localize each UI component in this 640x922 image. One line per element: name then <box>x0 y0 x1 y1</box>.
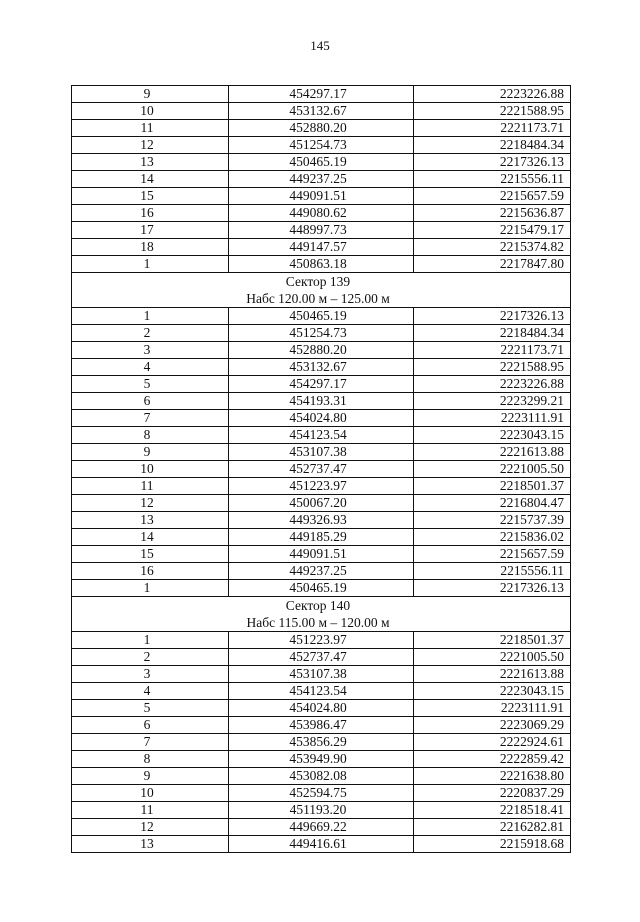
x-coordinate-cell: 454024.80 <box>229 410 414 427</box>
point-number-cell: 12 <box>72 137 229 154</box>
x-coordinate-cell: 450465.19 <box>229 308 414 325</box>
x-coordinate-cell: 449091.51 <box>229 546 414 563</box>
sector-title: Сектор 140 <box>285 598 351 613</box>
point-number-cell: 7 <box>72 734 229 751</box>
x-coordinate-cell: 453132.67 <box>229 359 414 376</box>
y-coordinate-cell: 2221588.95 <box>414 103 571 120</box>
table-row <box>72 632 571 649</box>
x-coordinate-cell: 453856.29 <box>229 734 414 751</box>
x-coordinate-cell: 454193.31 <box>229 393 414 410</box>
table-row <box>72 512 571 529</box>
y-coordinate-cell: 2218484.34 <box>414 325 571 342</box>
y-coordinate-cell: 2223111.91 <box>414 700 571 717</box>
x-coordinate-cell: 451254.73 <box>229 137 414 154</box>
x-coordinate-cell: 453949.90 <box>229 751 414 768</box>
y-coordinate-cell: 2215479.17 <box>414 222 571 239</box>
point-number-cell: 5 <box>72 700 229 717</box>
y-coordinate-cell: 2221173.71 <box>414 120 571 137</box>
y-coordinate-cell: 2223299.21 <box>414 393 571 410</box>
y-coordinate-cell: 2218501.37 <box>414 632 571 649</box>
table-row <box>72 700 571 717</box>
table-row <box>72 478 571 495</box>
table-row <box>72 563 571 580</box>
y-coordinate-cell: 2216804.47 <box>414 495 571 512</box>
coordinates-table-body <box>72 86 571 853</box>
table-row <box>72 308 571 325</box>
x-coordinate-cell: 452737.47 <box>229 461 414 478</box>
y-coordinate-cell: 2215836.02 <box>414 529 571 546</box>
y-coordinate-cell: 2215657.59 <box>414 546 571 563</box>
point-number-cell: 10 <box>72 785 229 802</box>
table-row <box>72 342 571 359</box>
table-row <box>72 359 571 376</box>
y-coordinate-cell: 2218484.34 <box>414 137 571 154</box>
point-number-cell: 10 <box>72 461 229 478</box>
point-number-cell: 3 <box>72 666 229 683</box>
x-coordinate-cell: 453082.08 <box>229 768 414 785</box>
sector-title: Сектор 139 <box>285 274 351 289</box>
y-coordinate-cell: 2220837.29 <box>414 785 571 802</box>
y-coordinate-cell: 2223226.88 <box>414 86 571 103</box>
y-coordinate-cell: 2222924.61 <box>414 734 571 751</box>
x-coordinate-cell: 449185.29 <box>229 529 414 546</box>
y-coordinate-cell: 2215918.68 <box>414 836 571 853</box>
x-coordinate-cell: 449147.57 <box>229 239 414 256</box>
point-number-cell: 4 <box>72 683 229 700</box>
sector-header-row <box>72 273 571 308</box>
point-number-cell: 9 <box>72 444 229 461</box>
table-row <box>72 410 571 427</box>
x-coordinate-cell: 454297.17 <box>229 376 414 393</box>
y-coordinate-cell: 2215556.11 <box>414 171 571 188</box>
y-coordinate-cell: 2223069.29 <box>414 717 571 734</box>
point-number-cell: 7 <box>72 410 229 427</box>
table-row <box>72 86 571 103</box>
table-row <box>72 495 571 512</box>
coordinates-table <box>71 85 571 853</box>
table-row <box>72 529 571 546</box>
table-row <box>72 325 571 342</box>
table-row <box>72 802 571 819</box>
point-number-cell: 11 <box>72 478 229 495</box>
y-coordinate-cell: 2221173.71 <box>414 342 571 359</box>
y-coordinate-cell: 2221005.50 <box>414 461 571 478</box>
table-row <box>72 461 571 478</box>
x-coordinate-cell: 452594.75 <box>229 785 414 802</box>
x-coordinate-cell: 451223.97 <box>229 478 414 495</box>
table-row <box>72 239 571 256</box>
point-number-cell: 13 <box>72 836 229 853</box>
point-number-cell: 10 <box>72 103 229 120</box>
table-row <box>72 546 571 563</box>
y-coordinate-cell: 2218518.41 <box>414 802 571 819</box>
point-number-cell: 16 <box>72 563 229 580</box>
point-number-cell: 18 <box>72 239 229 256</box>
x-coordinate-cell: 449237.25 <box>229 171 414 188</box>
x-coordinate-cell: 453986.47 <box>229 717 414 734</box>
x-coordinate-cell: 452880.20 <box>229 120 414 137</box>
x-coordinate-cell: 450465.19 <box>229 154 414 171</box>
point-number-cell: 6 <box>72 393 229 410</box>
x-coordinate-cell: 449416.61 <box>229 836 414 853</box>
point-number-cell: 14 <box>72 529 229 546</box>
point-number-cell: 6 <box>72 717 229 734</box>
y-coordinate-cell: 2223111.91 <box>414 410 571 427</box>
point-number-cell: 13 <box>72 512 229 529</box>
x-coordinate-cell: 453132.67 <box>229 103 414 120</box>
y-coordinate-cell: 2222859.42 <box>414 751 571 768</box>
point-number-cell: 8 <box>72 427 229 444</box>
y-coordinate-cell: 2217326.13 <box>414 308 571 325</box>
y-coordinate-cell: 2221613.88 <box>414 444 571 461</box>
point-number-cell: 1 <box>72 256 229 273</box>
table-row <box>72 103 571 120</box>
x-coordinate-cell: 454123.54 <box>229 427 414 444</box>
table-row <box>72 376 571 393</box>
table-row <box>72 717 571 734</box>
table-row <box>72 120 571 137</box>
point-number-cell: 8 <box>72 751 229 768</box>
point-number-cell: 1 <box>72 580 229 597</box>
x-coordinate-cell: 454297.17 <box>229 86 414 103</box>
x-coordinate-cell: 449669.22 <box>229 819 414 836</box>
table-row <box>72 666 571 683</box>
x-coordinate-cell: 451254.73 <box>229 325 414 342</box>
sector-header <box>72 597 571 632</box>
x-coordinate-cell: 453107.38 <box>229 444 414 461</box>
point-number-cell: 15 <box>72 546 229 563</box>
x-coordinate-cell: 453107.38 <box>229 666 414 683</box>
x-coordinate-cell: 452880.20 <box>229 342 414 359</box>
point-number-cell: 1 <box>72 308 229 325</box>
table-row <box>72 154 571 171</box>
point-number-cell: 5 <box>72 376 229 393</box>
x-coordinate-cell: 451193.20 <box>229 802 414 819</box>
y-coordinate-cell: 2221005.50 <box>414 649 571 666</box>
x-coordinate-cell: 449326.93 <box>229 512 414 529</box>
x-coordinate-cell: 454123.54 <box>229 683 414 700</box>
table-row <box>72 734 571 751</box>
table-row <box>72 649 571 666</box>
table-row <box>72 137 571 154</box>
x-coordinate-cell: 449091.51 <box>229 188 414 205</box>
x-coordinate-cell: 452737.47 <box>229 649 414 666</box>
sector-elevation-range: Набс 120.00 м – 125.00 м <box>246 291 390 306</box>
y-coordinate-cell: 2215636.87 <box>414 205 571 222</box>
y-coordinate-cell: 2215374.82 <box>414 239 571 256</box>
point-number-cell: 2 <box>72 649 229 666</box>
y-coordinate-cell: 2215657.59 <box>414 188 571 205</box>
table-row <box>72 785 571 802</box>
table-row <box>72 580 571 597</box>
x-coordinate-cell: 451223.97 <box>229 632 414 649</box>
y-coordinate-cell: 2223043.15 <box>414 427 571 444</box>
x-coordinate-cell: 450465.19 <box>229 580 414 597</box>
table-row <box>72 751 571 768</box>
y-coordinate-cell: 2221613.88 <box>414 666 571 683</box>
x-coordinate-cell: 450067.20 <box>229 495 414 512</box>
y-coordinate-cell: 2217847.80 <box>414 256 571 273</box>
table-row <box>72 393 571 410</box>
y-coordinate-cell: 2217326.13 <box>414 154 571 171</box>
x-coordinate-cell: 449080.62 <box>229 205 414 222</box>
table-row <box>72 768 571 785</box>
point-number-cell: 12 <box>72 819 229 836</box>
table-row <box>72 819 571 836</box>
page-number: 145 <box>310 38 330 53</box>
table-row <box>72 222 571 239</box>
point-number-cell: 13 <box>72 154 229 171</box>
point-number-cell: 3 <box>72 342 229 359</box>
x-coordinate-cell: 450863.18 <box>229 256 414 273</box>
point-number-cell: 14 <box>72 171 229 188</box>
y-coordinate-cell: 2216282.81 <box>414 819 571 836</box>
point-number-cell: 17 <box>72 222 229 239</box>
sector-header <box>72 273 571 308</box>
sector-header-row <box>72 597 571 632</box>
point-number-cell: 9 <box>72 768 229 785</box>
table-row <box>72 444 571 461</box>
point-number-cell: 1 <box>72 632 229 649</box>
point-number-cell: 11 <box>72 120 229 137</box>
y-coordinate-cell: 2223043.15 <box>414 683 571 700</box>
x-coordinate-cell: 448997.73 <box>229 222 414 239</box>
y-coordinate-cell: 2223226.88 <box>414 376 571 393</box>
point-number-cell: 4 <box>72 359 229 376</box>
table-row <box>72 171 571 188</box>
y-coordinate-cell: 2221638.80 <box>414 768 571 785</box>
table-row <box>72 205 571 222</box>
table-row <box>72 188 571 205</box>
point-number-cell: 12 <box>72 495 229 512</box>
table-row <box>72 683 571 700</box>
x-coordinate-cell: 454024.80 <box>229 700 414 717</box>
y-coordinate-cell: 2217326.13 <box>414 580 571 597</box>
point-number-cell: 15 <box>72 188 229 205</box>
table-row <box>72 836 571 853</box>
table-row <box>72 256 571 273</box>
point-number-cell: 16 <box>72 205 229 222</box>
sector-elevation-range: Набс 115.00 м – 120.00 м <box>246 615 390 630</box>
y-coordinate-cell: 2215556.11 <box>414 563 571 580</box>
y-coordinate-cell: 2218501.37 <box>414 478 571 495</box>
point-number-cell: 11 <box>72 802 229 819</box>
x-coordinate-cell: 449237.25 <box>229 563 414 580</box>
y-coordinate-cell: 2215737.39 <box>414 512 571 529</box>
point-number-cell: 2 <box>72 325 229 342</box>
point-number-cell: 9 <box>72 86 229 103</box>
y-coordinate-cell: 2221588.95 <box>414 359 571 376</box>
table-row <box>72 427 571 444</box>
